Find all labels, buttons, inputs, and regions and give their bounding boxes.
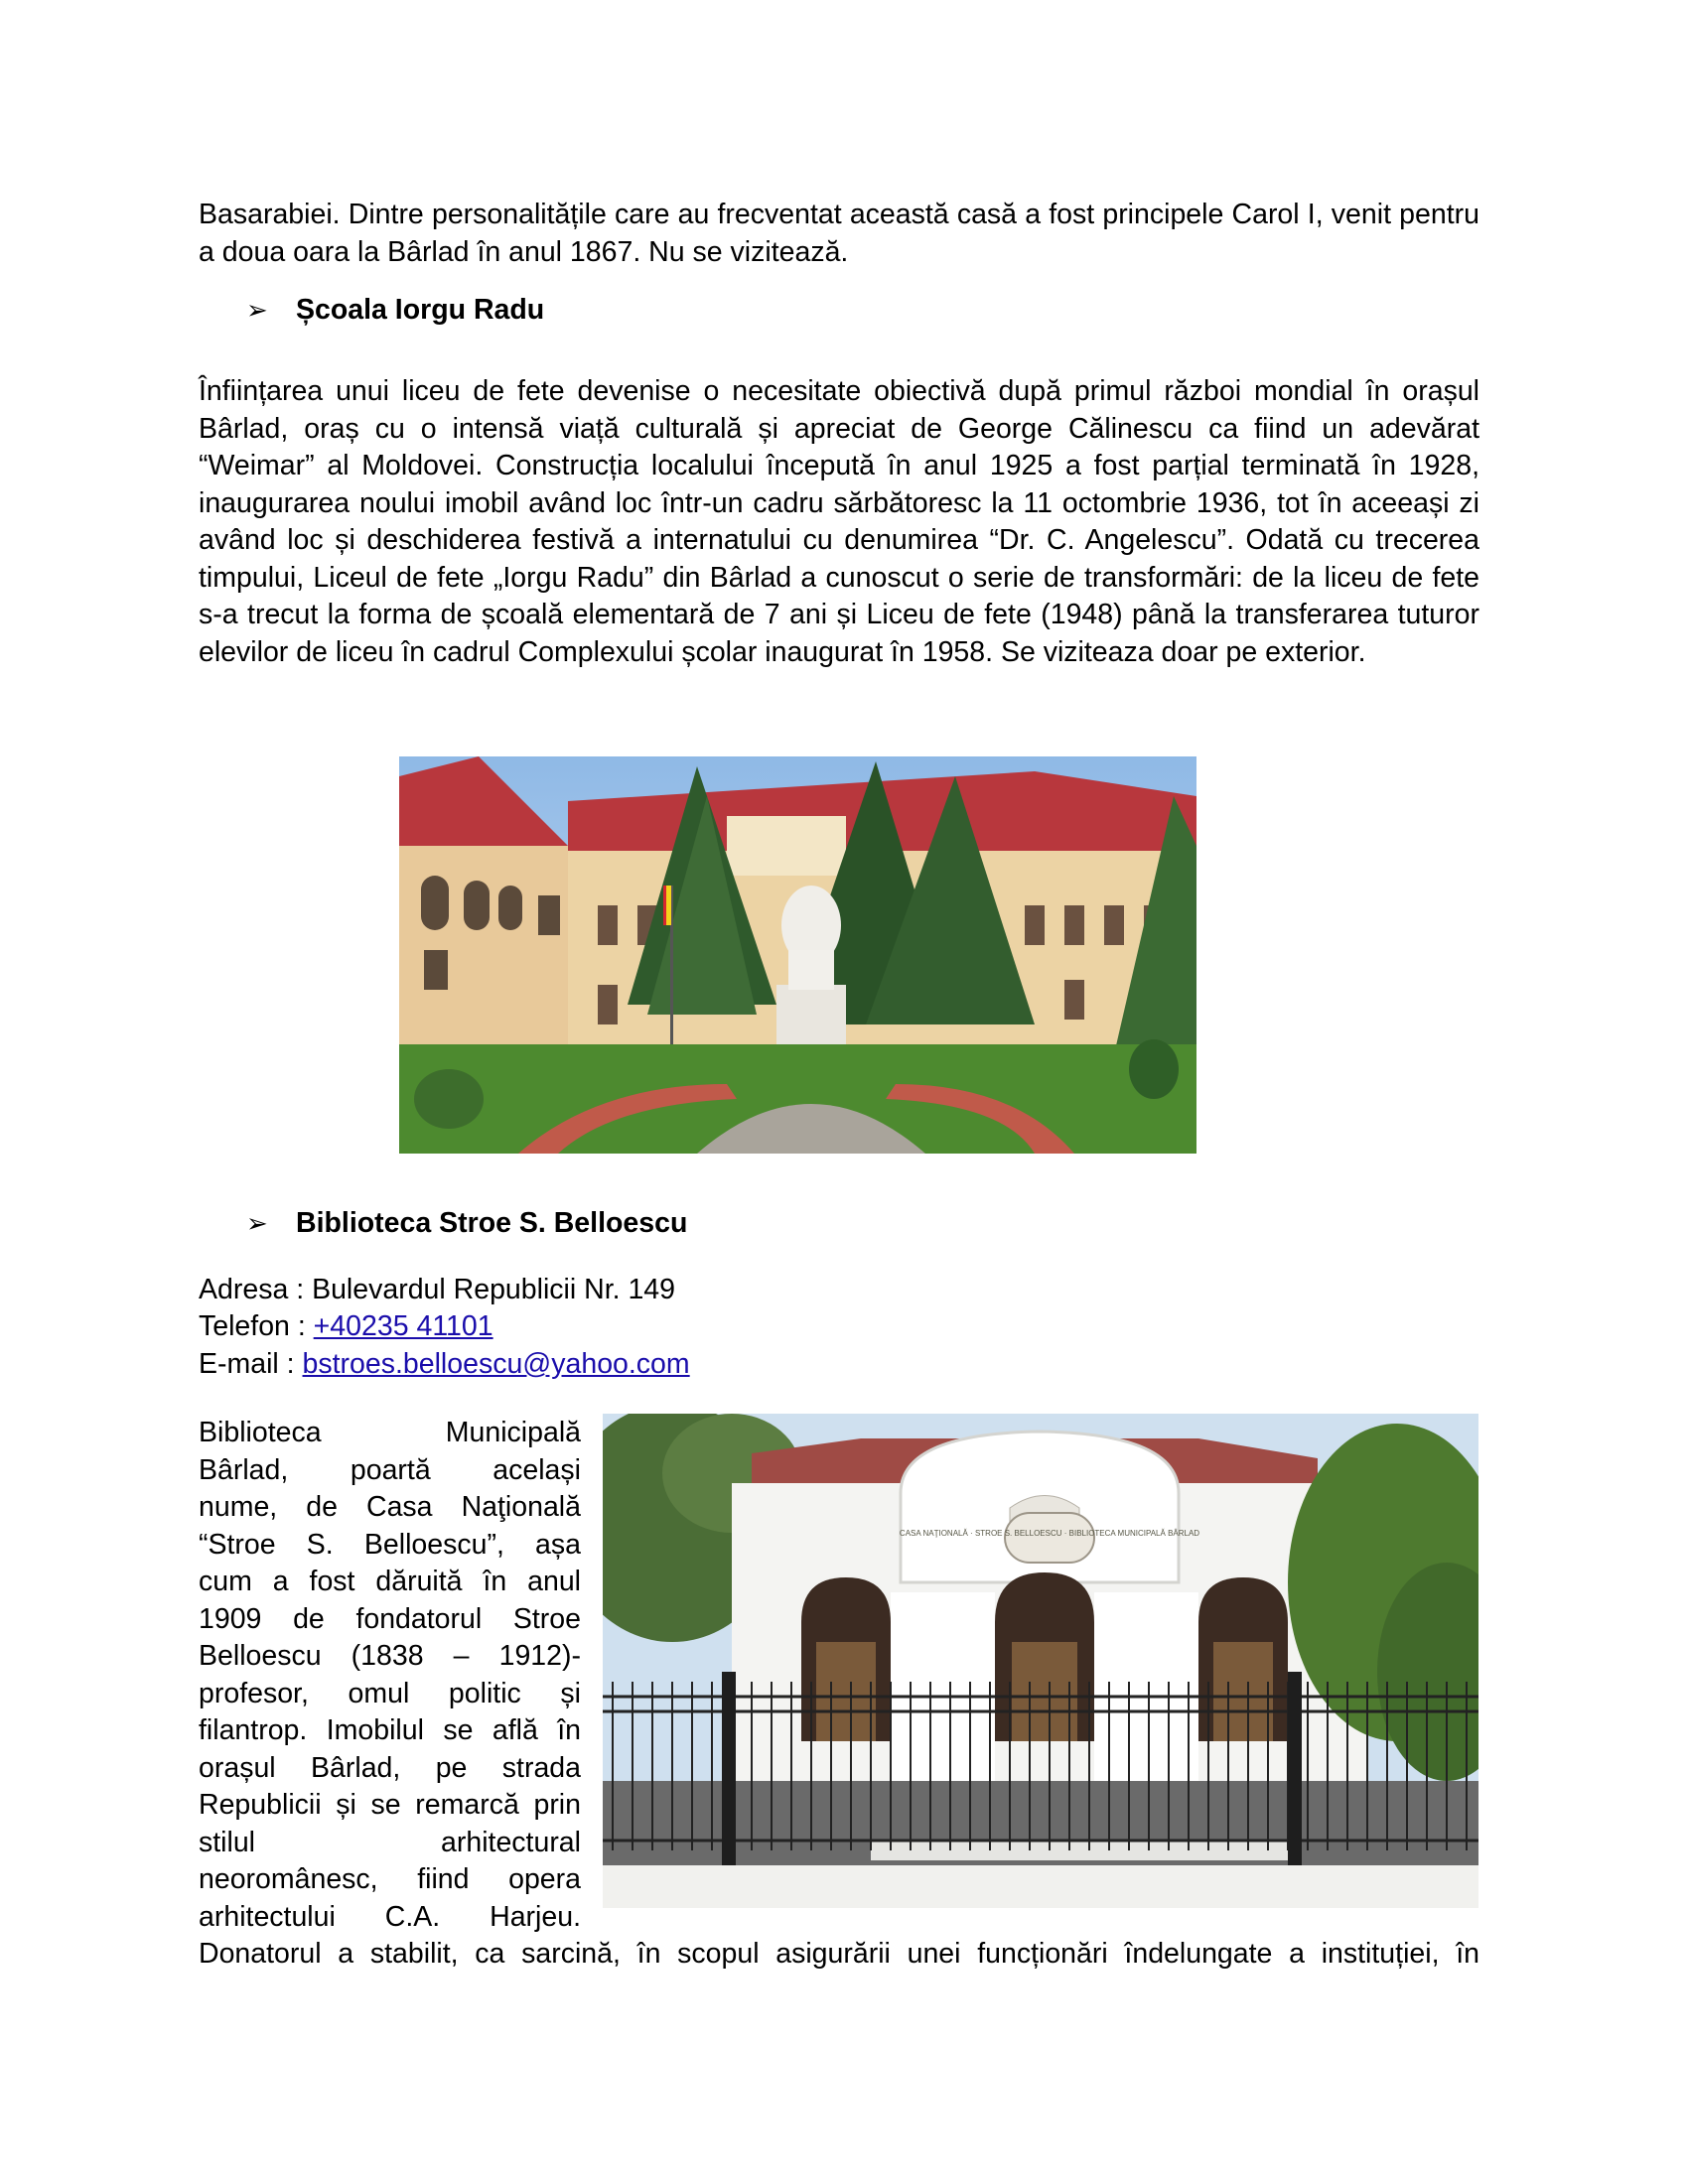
text-line: “Stroe S. Belloescu”, așa bbox=[199, 1528, 581, 1561]
text-line: 1909 de fondatorul Stroe bbox=[199, 1602, 581, 1635]
address-value: Bulevardul Republicii Nr. 149 bbox=[312, 1274, 676, 1305]
library-photo bbox=[603, 1414, 1478, 1908]
phone-label: Telefon : bbox=[199, 1310, 314, 1342]
text-line: stilul arhitectural bbox=[199, 1826, 581, 1858]
text-line: filantrop. Imobilul se află în bbox=[199, 1714, 581, 1746]
library-sign-text: CASA NAŢIONALĂ · STROE S. BELLOESCU · BIBLIOTECA MUNICIPALĂ BÂRLAD bbox=[899, 1529, 1200, 1538]
email-link[interactable]: bstroes.belloescu@yahoo.com bbox=[302, 1348, 690, 1380]
email-label: E-mail : bbox=[199, 1348, 303, 1380]
intro-paragraph: Basarabiei. Dintre personalitățile care au frecventat această casă a fost principele Carol I, venit pentru a doua oara la Bârlad în anul 1867. Nu se vizitează. bbox=[199, 199, 1479, 268]
section-heading-biblioteca bbox=[246, 1205, 687, 1243]
text-line: neoromânesc, fiind opera bbox=[199, 1863, 581, 1895]
text-line: cum a fost dăruită în anul bbox=[199, 1566, 581, 1597]
text-line: arhitectului C.A. Harjeu. bbox=[199, 1900, 581, 1933]
school-photo bbox=[399, 756, 1196, 1154]
text-line: Biblioteca Municipală bbox=[199, 1417, 581, 1448]
text-line: nume, de Casa Naţională bbox=[199, 1491, 581, 1523]
address-label: Adresa : bbox=[199, 1274, 313, 1305]
scoala-paragraph: Înființarea unui liceu de fete devenise o necesitate obiectivă după primul război mondial în orașul Bârlad, oraș cu o intensă viață culturală și apreciat de George Călinescu ca fiind un adevărat “Weimar” al Moldovei. Construcția localului începută în anul 1925 a fost parțial terminată în 1928, inaugurarea noului imobil având loc într-un cadru sărbătoresc la 11 octombrie 1936, tot în aceeași zi având loc și deschiderea festivă a internatului cu denumirea “Dr. C. Angelescu”. Odată cu trecerea timpului, Liceul de fete „Iorgu Radu” din Bârlad a cunoscut o serie de transformări: de la liceu de fete s-a trecut la forma de școală elementară de 7 ani și Liceu de fete (1948) până la transferarea tuturor elevilor de liceu în cadrul Complexului școlar inaugurat în 1958. Se viziteaza doar pe exterior. bbox=[199, 375, 1479, 668]
library-paragraph-continued: Donatorul a stabilit, ca sarcină, în scopul asigurării unei funcționări îndelungate a instituției, în bbox=[199, 1938, 1479, 1970]
text-line: profesor, omul politic și bbox=[199, 1677, 581, 1709]
phone-link[interactable]: +40235 41101 bbox=[313, 1310, 493, 1342]
school-photo-image bbox=[399, 756, 1196, 1154]
library-photo-image bbox=[603, 1414, 1478, 1908]
text-line: Belloescu (1838 – 1912)- bbox=[199, 1640, 581, 1672]
library-paragraph-column bbox=[199, 1415, 581, 1936]
phone-line bbox=[199, 1308, 493, 1346]
section-heading-scoala bbox=[246, 292, 544, 330]
address-line bbox=[199, 1272, 675, 1309]
arrow-bullet-icon: ➢ bbox=[246, 295, 268, 325]
section-title: Școala Iorgu Radu bbox=[296, 294, 545, 326]
arrow-bullet-icon: ➢ bbox=[246, 1208, 268, 1238]
text-line: orașul Bârlad, pe strada bbox=[199, 1751, 581, 1784]
email-line bbox=[199, 1346, 690, 1384]
section-title: Biblioteca Stroe S. Belloescu bbox=[296, 1207, 688, 1239]
text-line: Bârlad, poartă același bbox=[199, 1453, 581, 1486]
text-line: Republicii și se remarcă prin bbox=[199, 1789, 581, 1821]
